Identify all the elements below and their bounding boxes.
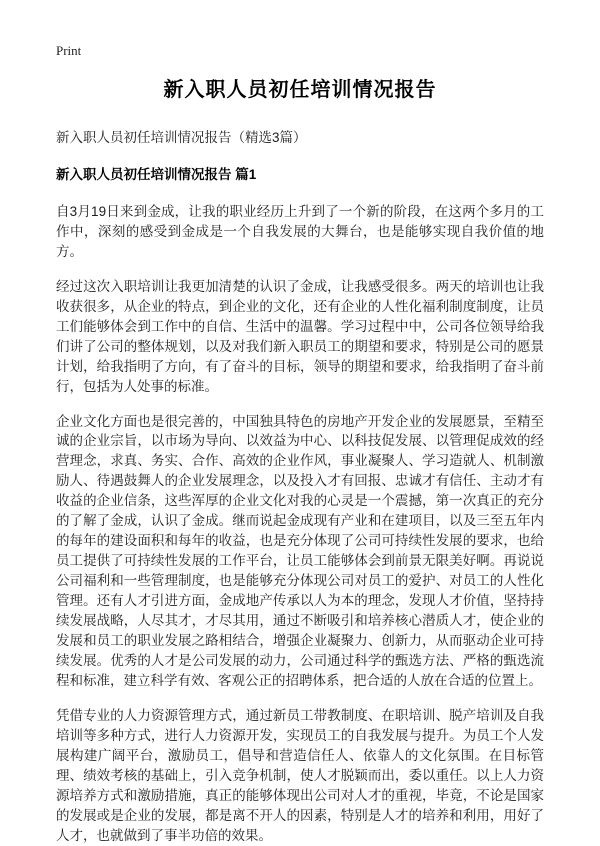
report-subtitle: 新入职人员初任培训情况报告（精选3篇） — [56, 130, 307, 145]
print-button[interactable]: Print — [56, 43, 82, 58]
report-paragraph: 自3月19日来到金成，让我的职业经历上升到了一个新的阶段，在这两个多月的工作中，深刻的感受到金成是一个自我发展的大舞台，也是能够实现自我价值的地方。 — [56, 203, 544, 259]
report-paragraph: 凭借专业的人力资源管理方式，通过新员工带教制度、在职培训、脱产培训及自我培训等多种方式，进行人力资源开发，实现员工的自我发展与提升。为员工个人发展构建广阔平台，激励员工，倡导和营造信任人、依靠人的文化氛围。在目标管理、绩效考核的基础上，引入竞争机制，使人才脱颖而出，委以重任。以上人力资源培养方式和激励措施，真正的能够体现出公司对人才的重视，毕竟，不论是国家的发展或是企业的发展，都是离不开人的因素，特别是人才的培养和利用，用好了人才，也就做到了事半功倍的效果。 — [56, 708, 544, 843]
section-heading: 新入职人员初任培训情况报告 篇1 — [56, 166, 257, 182]
report-paragraph: 经过这次入职培训让我更加清楚的认识了金成，让我感受很多。两天的培训也让我收获很多，从企业的特点，到企业的文化，还有企业的人性化福利制度制度，让员工们能够体会到工作中的自信、生活中的温馨。学习过程中中，公司各位领导给我们讲了公司的整体规划，以及对我们新入职员工的期望和要求，特别是公司的愿景计划，给我指明了方向，有了奋斗的目标，领导的期望和要求，给我指明了奋斗前行，包括为人处事的标准。 — [56, 278, 544, 394]
report-paragraph: 企业文化方面也是很完善的，中国独具特色的房地产开发企业的发展愿景，至精至诚的企业宗旨，以市场为导向、以效益为中心、以科技促发展、以管理促成效的经营理念，求真、务实、合作、高效的企业作风，事业凝聚人、学习造就人、机制激励人、待遇鼓舞人的企业发展理念，以及投入才有回报、忠诚才有信任、主动才有收益的企业信条，这些浑厚的企业文化对我的心灵是一个震撼，第一次真正的充分的了解了金成，认识了金成。继而说起金成现有产业和在建项目，以及三至五年内的每年的建设面积和每年的收益，也是充分体现了公司可持续性发展的要求，也给员工提供了可持续性发展的工作平台，让员工能够体会到前景无限美好啊。再说说公司福利和一些管理制度，也是能够充分体现公司对员工的爱护、对员工的人性化管理。还有人才引进方面，金成地产传承以人为本的理念，发现人才价值，坚持持续发展战略，人尽其才，才尽其用，通过不断吸引和培养核心潜质人才，使企业的发展和员工的职业发展之路相结合，增强企业凝聚力、创新力，从而驱动企业可持续发展。优秀的人才是公司发展的动力，公司通过科学的甄选方法、严格的甄选流程和标准，建立科学有效、客观公正的招聘体系，把合适的人放在合适的位置上。 — [56, 413, 544, 689]
page-title: 新入职人员初任培训情况报告 — [163, 79, 437, 101]
